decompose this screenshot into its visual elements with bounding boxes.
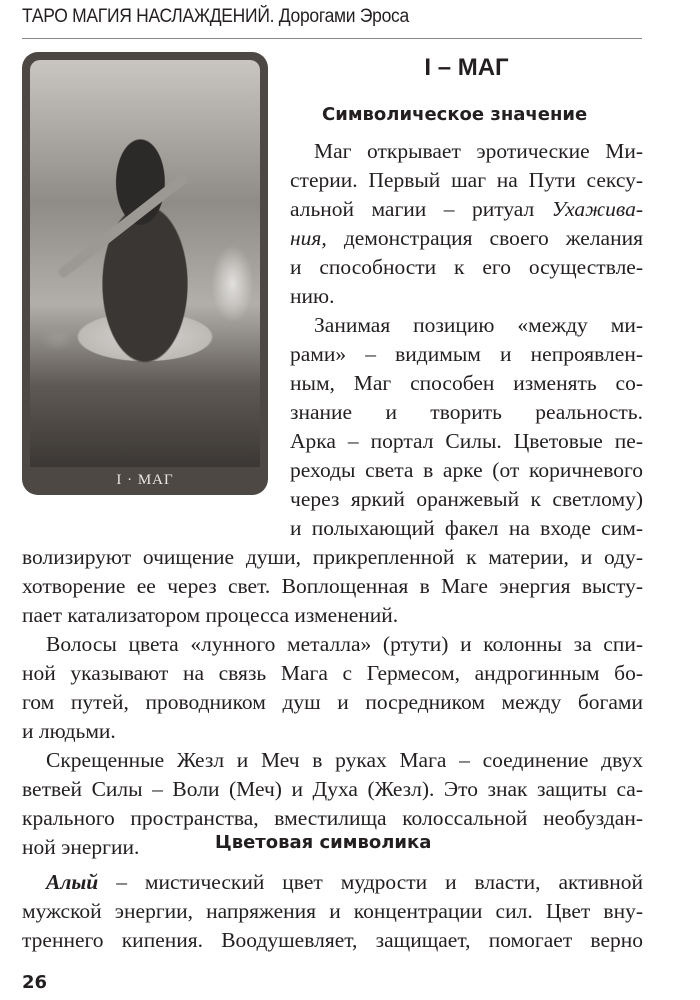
text-line: и полыхающий факел на входе сим- [290,516,643,540]
text-line: ным, Маг способен изменять со- [290,371,643,395]
sword-shape [57,173,189,279]
text-line: треннего кипения. Воодушевляет, защищает, помогает верно [22,928,643,952]
text-line: Занимая позицию «между ми- [314,313,643,337]
text-line: стерии. Первый шаг на Пути сексу- [290,168,643,192]
text-line: волизируют очищение души, прикрепленной к материи, и оду- [22,545,643,569]
text-line: Алый – мистический цвет мудрости и власти, активной [46,870,643,894]
text-line: и способности к его осуществле- [290,255,643,279]
text-line: ветвей Силы – Воли (Меч) и Духа (Жезл). Это знак защиты са- [22,777,643,801]
text-line: реходы света в арке (от коричневого [290,458,643,482]
text-line: рами» – видимым и непроявлен- [290,342,643,366]
text-line: мужской энергии, напряжения и концентрации сил. Цвет вну- [22,899,643,923]
text-line: альной магии – ритуал Ухажива- [290,197,644,221]
tarot-card-image [22,52,268,495]
chapter-title: I – МАГ [424,54,509,81]
text-line: пает катализатором процесса изменений. [22,603,399,627]
section-heading-color: Цветовая символика [215,832,432,853]
card-illustration [30,60,260,467]
text-line: через яркий оранжевый к светлому) [290,487,643,511]
text-line: ния, демонстрация своего желания [290,226,643,250]
running-header: ТАРО МАГИЯ НАСЛАЖДЕНИЙ. Дорогами Эроса [22,6,409,27]
text-line: крального пространства, вместилища колоссальной необуздан- [22,806,643,830]
text-line: нию. [290,284,335,308]
italic-term: Ухажива- [551,197,644,221]
text-line: Арка – портал Силы. Цветовые пе- [290,429,643,453]
text-line: Волосы цвета «лунного металла» (ртути) и колонны за спи- [46,632,643,656]
page-number: 26 [22,972,48,993]
header-rule [22,38,642,39]
text-line: ной указывают на связь Мага с Гермесом, андрогинным бо- [22,661,643,685]
card-label: I · МАГ [116,472,174,488]
text-line: и людьми. [22,719,116,743]
text-line: гом путей, проводником душ и посредником между богами [22,690,643,714]
text-line: Скрещенные Жезл и Меч в руках Мага – соединение двух [46,748,643,772]
term: Алый [46,870,99,894]
text-line: знание и творить реальность. [290,400,643,424]
italic-term: ния, [290,226,327,250]
text-line: ной энергии. [22,835,140,859]
text-line: хотворение ее через свет. Воплощенная в Маге энергия высту- [22,574,643,598]
section-heading-symbolic: Символическое значение [322,104,588,125]
text-line: Маг открывает эротические Ми- [314,139,643,163]
